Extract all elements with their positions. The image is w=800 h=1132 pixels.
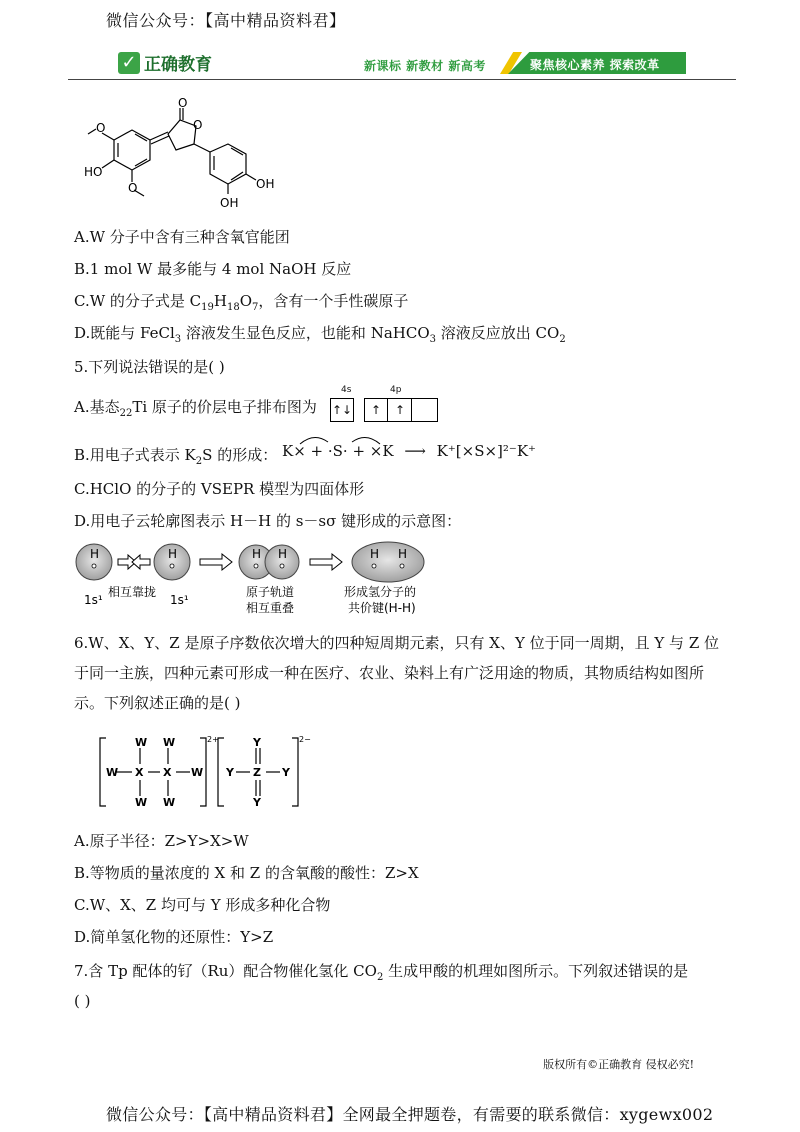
diagram-label-overlap-1: 原子轨道: [246, 585, 295, 599]
atom-w: W: [163, 796, 176, 809]
diagram-label-1s-left: 1s¹: [84, 593, 103, 607]
diagram-label-approach: 相互靠拢: [108, 585, 157, 599]
q6-option-c: C.W、X、Z 均可与 Y 形成多种化合物: [74, 896, 331, 914]
atom-z: Z: [253, 766, 261, 779]
slogan-green: 新课标 新教材 新高考: [364, 59, 486, 73]
orbital-empty: [413, 399, 435, 421]
k2s-formation-formula: K× + ·S· + ×K ⟶ K⁺[×S×]²⁻K⁺: [282, 442, 536, 460]
q4-option-d: D.既能与 FeCl$_3$ 溶液发生显色反应，也能和 NaHCO$_3$ 溶液反应放出 $CO_2$: [74, 324, 566, 345]
q7-stem-line2: ( ): [74, 992, 91, 1010]
q6-option-d: D.简单氢化物的还原性：Y>Z: [74, 928, 274, 946]
sigma-bond-diagram: [74, 540, 454, 620]
atom-label: HO: [84, 165, 103, 179]
slogan-white: 聚焦核心素养 探索改革: [530, 58, 660, 72]
q7-stem: 7.含 Tp 配体的钌（Ru）配合物催化氢化 $CO_2$ 生成甲酸的机理如图所示。下列叙述错误的是: [74, 962, 689, 983]
orbital-electrons: ↑: [389, 399, 412, 421]
atom-label: O: [128, 181, 138, 195]
q6-stem: 6.W、X、Y、Z 是原子序数依次增大的四种短周期元素，只有 X、Y 位于同一周期，且 Y 与 Z 位于同一主族，四种元素可形成一种在医疗、农业、染料上有广泛用途的物质，其物质结构如图所示。下列叙述正确的是( ): [74, 634, 720, 712]
q5-option-a: A.基态$_{22}$Ti 原子的价层电子排布图为: [74, 398, 317, 419]
check-icon: ✓: [118, 52, 140, 74]
atom-w: W: [106, 766, 119, 779]
q5-option-b: B.用电子式表示 $K_2S$ 的形成：: [74, 446, 278, 467]
q5-stem: 5.下列说法错误的是( ): [74, 358, 225, 376]
page-header: [68, 44, 736, 84]
atom-label: H: [398, 547, 408, 561]
logo: [118, 50, 212, 75]
q5-option-c: C.HClO 的分子的 VSEPR 模型为四面体形: [74, 480, 365, 498]
orbital-electrons: ↑↓: [331, 403, 353, 417]
q6-structure: [96, 734, 316, 810]
copyright-notice: 版权所有©正确教育 侵权必究!: [543, 1058, 694, 1071]
atom-x: X: [163, 766, 172, 779]
atom-w: W: [135, 736, 148, 749]
atom-label: H: [278, 547, 288, 561]
atom-w: W: [135, 796, 148, 809]
atom-label: OH: [256, 177, 275, 191]
orbital-electrons: ↑: [365, 399, 388, 421]
atom-label: H: [370, 547, 380, 561]
orbital-box-4s: [330, 398, 354, 422]
atom-label: H: [168, 547, 178, 561]
q5-option-d: D.用电子云轮廓图表示 H－H 的 s－sσ 键形成的示意图：: [74, 512, 462, 530]
atom-w: W: [191, 766, 204, 779]
diagram-label-form-1: 形成氢分子的: [344, 585, 417, 599]
charge-anion: 2−: [299, 735, 311, 744]
atom-y: Y: [226, 766, 234, 779]
atom-y: Y: [253, 736, 261, 749]
atom-w: W: [163, 736, 176, 749]
molecule-w-structure: [74, 96, 284, 214]
atom-label: O: [96, 121, 106, 135]
atom-x: X: [135, 766, 144, 779]
diagram-label-form-2: 共价键(H-H): [348, 601, 416, 615]
diagram-label-overlap-2: 相互重叠: [246, 601, 295, 615]
header-divider: [68, 79, 736, 80]
atom-label: H: [252, 547, 262, 561]
atom-label: H: [90, 547, 100, 561]
diagram-label-1s-right: 1s¹: [170, 593, 189, 607]
q6-option-b: B.等物质的量浓度的 X 和 Z 的含氧酸的酸性：Z>X: [74, 864, 419, 882]
atom-label: O: [193, 118, 203, 132]
orbital-box-4p: [364, 398, 438, 422]
q4-option-c: C.W 的分子式是 $C_{19}H_{18}O_7$，含有一个手性碳原子: [74, 292, 409, 313]
q6-option-a: A.原子半径：Z>Y>X>W: [74, 832, 249, 850]
electron-transfer-arrows: [292, 432, 392, 446]
atom-y: Y: [253, 796, 261, 809]
orbital-label-4p: 4p: [390, 385, 402, 395]
atom-y: Y: [282, 766, 290, 779]
atom-label: O: [178, 96, 188, 110]
top-banner: 微信公众号：【高中精品资料君】: [106, 11, 346, 30]
atom-label: OH: [220, 196, 239, 210]
orbital-label-4s: 4s: [341, 385, 352, 395]
charge-cation: 2+: [207, 735, 219, 744]
q4-option-a: A.W 分子中含有三种含氧官能团: [74, 228, 290, 246]
q4-option-b: B.1 mol W 最多能与 4 mol NaOH 反应: [74, 260, 352, 278]
logo-text: 正确教育: [144, 55, 212, 75]
footer-banner: 微信公众号：【高中精品资料君】全网最全押题卷，有需要的联系微信：xygewx002: [106, 1105, 714, 1124]
